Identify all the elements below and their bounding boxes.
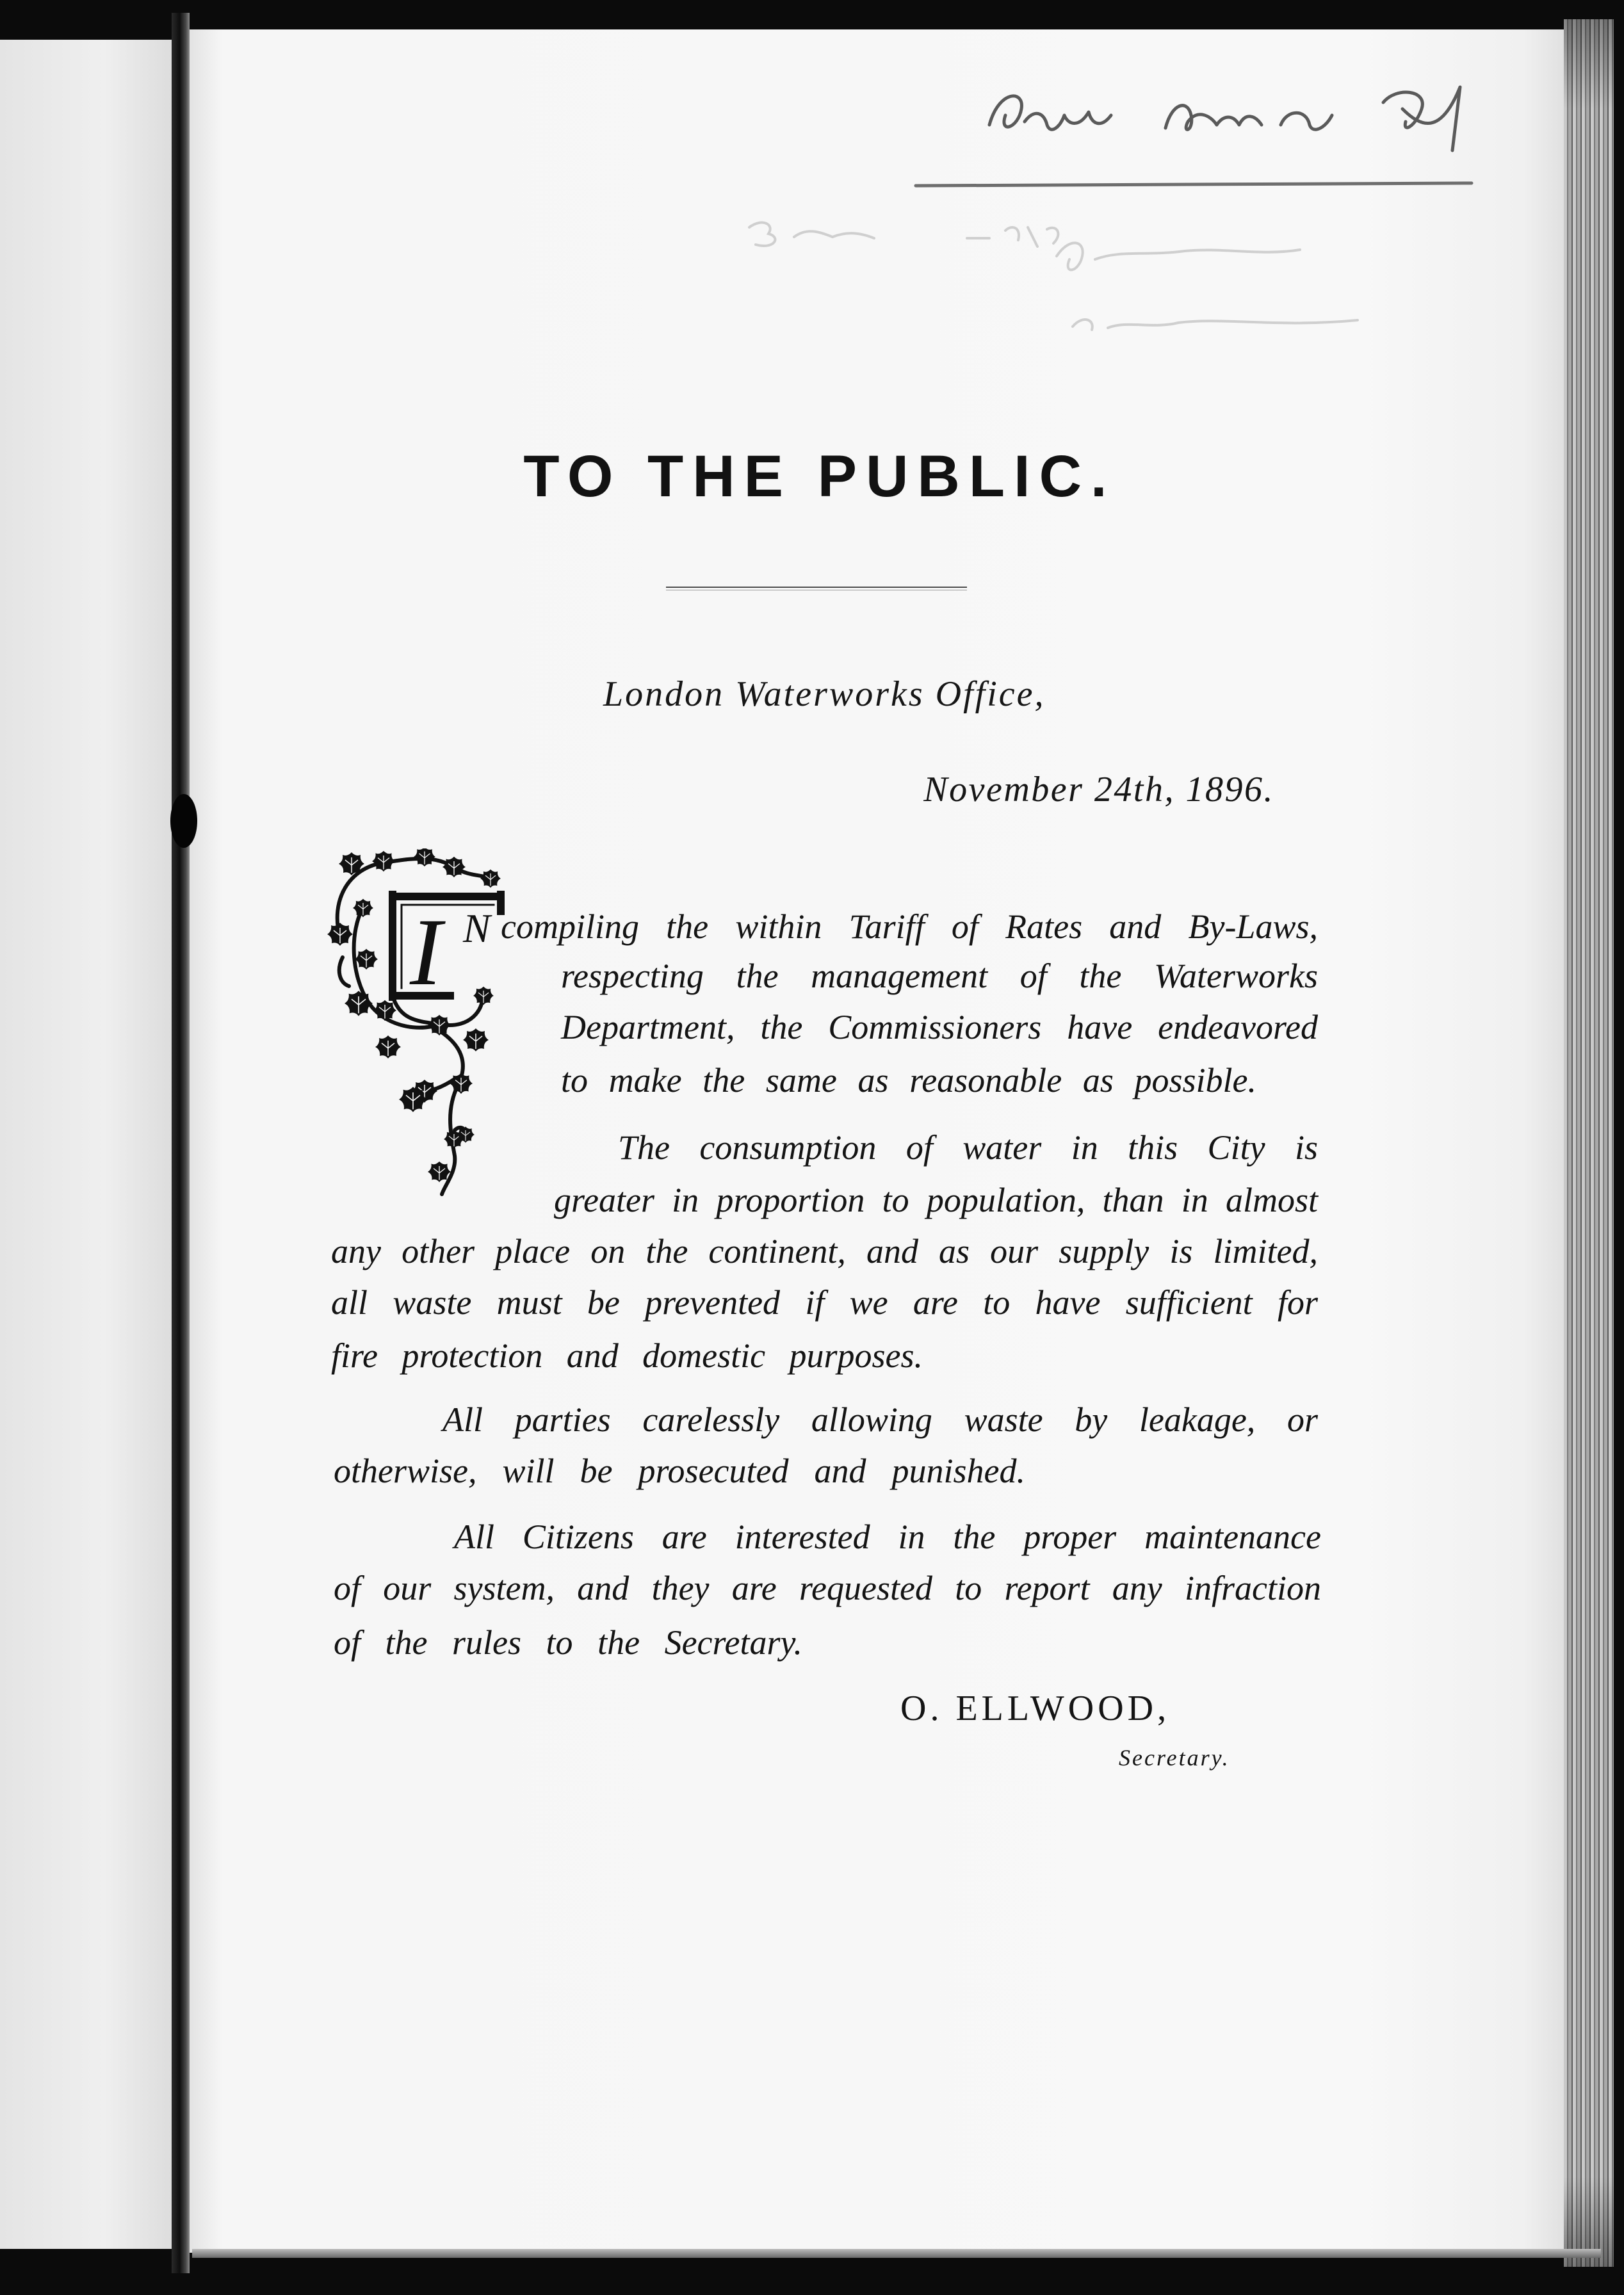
ivy-leaf-icon [355,949,378,969]
body-text-line: greater in proportion to population, than in almost [554,1181,1318,1219]
ivy-leaf-icon [443,857,466,877]
ivy-leaf-icon [428,1015,451,1035]
ivy-leaf-icon [375,1035,401,1058]
ivy-leaf-icon [480,870,501,888]
signature-title: Secretary. [1119,1745,1230,1771]
body-text-line: Department, the Commissioners have endeavored [561,1008,1318,1046]
title-rule [666,587,967,590]
ivy-leaf-icon [450,1073,473,1094]
body-text-line: otherwise, will be prosecuted and punished. [334,1452,1025,1490]
ivy-leaf-icon [327,923,353,946]
signature-name: O. ELLWOOD, [900,1689,1171,1728]
body-text-line: All Citizens are interested in the proper maintenance [454,1518,1321,1556]
ivy-leaf-icon [373,1000,396,1021]
page-bottom-edge [192,2249,1601,2258]
date-line: November 24th, 1896. [923,770,1274,809]
page-edges [1564,19,1614,2267]
ivy-leaf-icon [372,851,395,872]
faint-pencil-marks [749,223,1358,330]
body-text-line: compiling the within Tariff of Rates and By-Laws, [501,907,1318,946]
body-text-line: fire protection and domestic purposes. [331,1336,923,1375]
facing-page [0,40,174,2249]
body-text-line: of our system, and they are requested to report any infraction [334,1569,1321,1607]
binding-hole [170,794,197,848]
body-text-line: All parties carelessly allowing waste by leakage, or [443,1400,1318,1439]
body-text-line: any other place on the continent, and as our supply is limited, [331,1232,1318,1270]
ivy-leaf-icon [473,987,494,1005]
page-title: TO THE PUBLIC. [523,444,1116,509]
book-spine [172,13,190,2273]
office-line: London Waterworks Office, [603,674,1046,714]
pencil-scrawl [989,87,1460,150]
body-text-line: to make the same as reasonable as possible. [561,1061,1256,1099]
ivy-leaf-icon [345,991,373,1016]
pencil-annotation [736,64,1486,365]
drop-cap-ornament [323,848,516,1197]
ivy-leaf-icon [414,848,435,866]
body-text-line: The consumption of water in this City is [618,1128,1318,1167]
ivy-leaf-icon [463,1028,489,1051]
drop-cap-tail-letter: N [463,905,491,951]
ivy-leaf-icon [353,899,373,918]
drop-cap-letter: I [410,899,442,1005]
pencil-underline [916,183,1472,186]
body-text-line: all waste must be prevented if we are to have sufficient for [331,1283,1318,1322]
body-text-line: respecting the management of the Waterworks [561,957,1318,995]
body-text-line: of the rules to the Secretary. [334,1623,802,1662]
